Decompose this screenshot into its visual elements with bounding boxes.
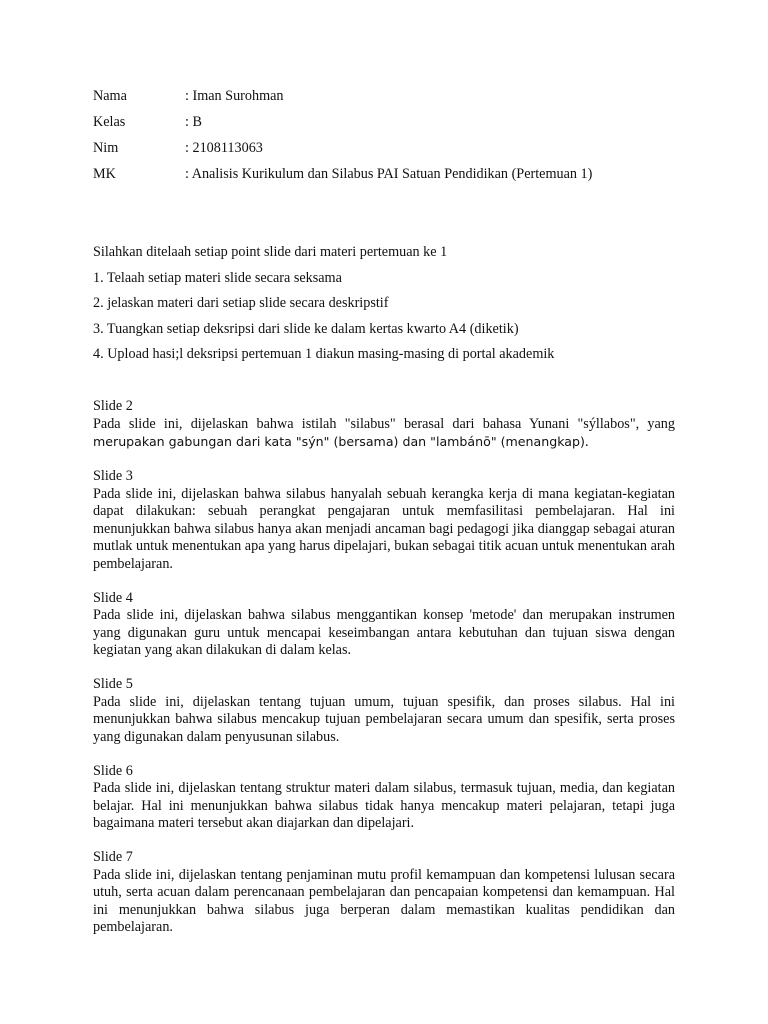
- instruction-item: 1. Telaah setiap materi slide secara seksama: [93, 269, 342, 286]
- slide-block-7: [93, 849, 675, 937]
- slide-text: Pada slide ini, dijelaskan tentang tujuan umum, tujuan spesifik, dan proses silabus. Hal ini menunjukkan bahwa silabus mencakup tujuan pembelajaran secara umum dan spesifik, serta proses yang digunakan dalam penyusunan silabus.: [93, 693, 675, 745]
- slide-text: Pada slide ini, dijelaskan tentang penjaminan mutu profil kemampuan dan kompetensi lulusan secara utuh, serta acuan dalam perencanaan pembelajaran dan pencapaian kompetensi dan kemampuan. Hal ini menunjukkan bahwa silabus juga berperan dalam memastikan kualitas pendidikan dan pembelajaran.: [93, 866, 675, 935]
- slide-text: Pada slide ini, dijelaskan bahwa silabus hanyalah sebuah kerangka kerja di mana kegiatan-kegiatan dapat dilakukan: sebuah perangkat pengajaran untuk memfasilitasi pembelajaran. Hal ini menunjukkan bahwa silabus hanya akan menjadi ancaman bagi pedagogi jika dianggap sebagai aturan mutlak untuk menentukan apa yang harus dipelajari, bukan sebagai titik acuan untuk menentukan arah pembelajaran.: [93, 485, 675, 572]
- info-value: : 2108113063: [185, 140, 263, 156]
- info-label: MK: [93, 166, 116, 182]
- slide-text-part: merupakan gabungan dari kata "sýn" (bersama) dan "lambánō" (menangkap): [93, 434, 585, 449]
- info-value: : Analisis Kurikulum dan Silabus PAI Satuan Pendidikan (Pertemuan 1): [185, 166, 593, 182]
- info-row-mk: [93, 164, 592, 190]
- student-info: [93, 86, 592, 190]
- info-row-kelas: [93, 112, 592, 138]
- slide-title: Slide 5: [93, 676, 133, 692]
- instructions: [93, 243, 554, 371]
- slide-text: Pada slide ini, dijelaskan tentang struktur materi dalam silabus, termasuk tujuan, media, dan kegiatan belajar. Hal ini menunjukkan bahwa silabus tidak hanya mencakup materi pelajaran, tetapi juga bagaimana materi tersebut akan diajarkan dan dipelajari.: [93, 780, 675, 831]
- instruction-item: 3. Tuangkan setiap deksripsi dari slide ke dalam kertas kwarto A4 (diketik): [93, 320, 519, 337]
- slide-title: Slide 6: [93, 762, 133, 779]
- slide-text-part: .: [584, 434, 589, 450]
- instructions-intro: Silahkan ditelaah setiap point slide dari materi pertemuan ke 1: [93, 244, 448, 260]
- slide-block-3: [93, 468, 675, 573]
- slide-title: Slide 4: [93, 589, 133, 606]
- slide-title: Slide 7: [93, 849, 133, 865]
- slide-text: Pada slide ini, dijelaskan bahwa silabus menggantikan konsep 'metode' dan merupakan instrumen yang digunakan guru untuk mencapai keseimbangan antara kebutuhan dan tujuan siswa dengan kegiatan yang akan dilakukan di dalam kelas.: [93, 607, 675, 658]
- info-value: : B: [185, 114, 202, 130]
- info-label: Kelas: [93, 114, 126, 130]
- info-value: : Iman Surohman: [185, 88, 284, 104]
- slide-title: Slide 3: [93, 468, 133, 484]
- slide-text-part: Pada slide ini, dijelaskan bahwa istilah "silabus" berasal dari bahasa Yunani "sýllabos", yang: [93, 415, 675, 432]
- slide-block-5: [93, 676, 675, 746]
- slide-block-2: [93, 398, 675, 452]
- info-row-nim: [93, 138, 592, 164]
- slide-block-6: [93, 763, 675, 833]
- instruction-item: 2. jelaskan materi dari setiap slide secara deskripstif: [93, 295, 389, 311]
- slide-descriptions: [93, 398, 675, 953]
- instruction-item: 4. Upload hasi;l deksripsi pertemuan 1 diakun masing-masing di portal akademik: [93, 346, 555, 362]
- info-row-nama: [93, 86, 592, 112]
- slide-block-4: [93, 590, 675, 660]
- info-label: Nama: [93, 88, 127, 104]
- slide-title: Slide 2: [93, 398, 133, 414]
- info-label: Nim: [93, 140, 119, 156]
- slide-text: [93, 416, 675, 452]
